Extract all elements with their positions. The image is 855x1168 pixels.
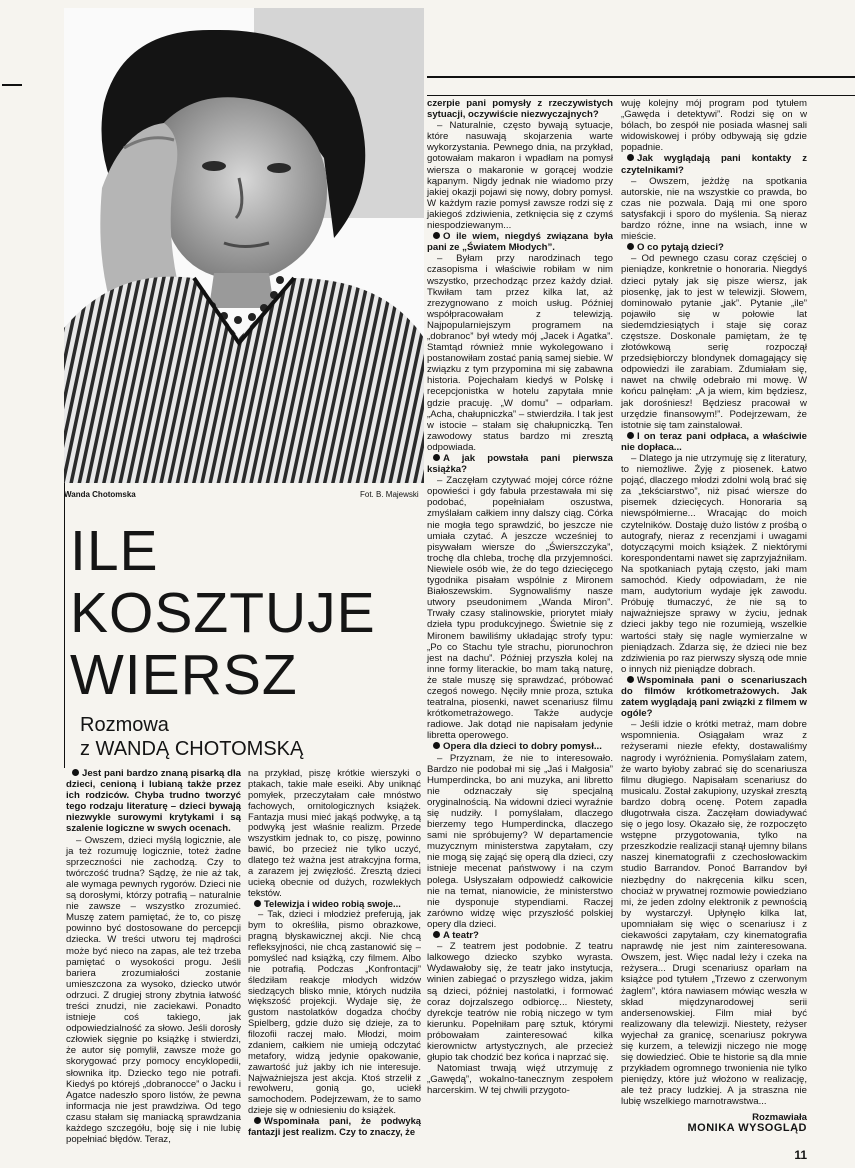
interviewer-name: MONIKA WYSOGLĄD bbox=[687, 1121, 807, 1134]
answer-text: – Byłam przy narodzinach tego czasopisma i właściwie robiłam w nim wszystko, przechodząc przez każdy dział. Tkwiłam tam przez kilka lat, aż zrezygnowano z moich usług. Później współpracowałam z telewizją. Najpopularniejszym programem na „dobranoc” był wtedy mój „Jacek i Agatka”. Stamtąd również mnie wykolegowano i postanowiłam zostać panią samej siebie. W związku z tym przypomina mi się zabawna historia. Pojechałam kiedyś w Polskę i recepcjonistka w hotelu zapytała mnie gdzie pracuję. „W domu” – odparłam. „Acha, chałupniczka” – stwierdziła. I tak jest w istocie – stałam się chałupniczką. Ten zawodowy status bardzo mi zresztą odpowiada. bbox=[427, 253, 613, 453]
question-text: Jest pani bardzo znaną pisarką dla dzieci, cenioną i lubianą także przez ich rodziców. Chyba trudno tworzyć tego rodzaju literaturę – dzieci bywają niezwykle surowymi krytykami i są szalenie logiczne w swych ocenach. bbox=[66, 768, 241, 835]
question-text: A jak powstała pani pierwsza książka? bbox=[427, 453, 613, 476]
author-portrait-image bbox=[64, 8, 424, 483]
photo-caption: Wanda Chotomska bbox=[64, 490, 136, 499]
answer-text: – Od pewnego czasu coraz częściej o pieniądze, konkretnie o honoraria. Niegdyś dzieci pytały jak się pisze wiersz, jak piosenkę, jak to jest w telewizji. Słowem, dominowało pytanie „jak”. Pytanie „ile” pojawiło się w połowie lat siedemdziesiątych i staje się coraz częstsze. Doskonale pamiętam, że tę złotówkową serię rozpoczął przedsiębiorczy blondynek domagający się odpowiedzi ile zarabiam. Zdumiałam się, nawet na chwilę odebrało mi mowę. W końcu palnęłam: „A ja wiem, kim będziesz, jak dorośniesz! Będziesz pracował w urzędzie finansowym!”. Podejrzewam, że istotnie się tam zainstalował. bbox=[621, 253, 807, 431]
bullet-icon bbox=[433, 232, 440, 239]
text-column-1 bbox=[66, 768, 241, 1145]
question-text: Wspominała pani o scenariuszach do filmów krótkometrażowych. Jak zatem wyglądają pani związki z filmem w ogóle? bbox=[621, 674, 807, 720]
answer-text: – Dlatego ja nie utrzymuję się z literatury, to niemożliwe. Żyję z piosenek. Łatwo pojąć, dlaczego młodzi zdolni wolą brać się za „tekściarstwo”, niż pisać wiersze do pisemek dziecięcych. Honoraria są niewspółmierne... Wracając do moich czytelników. Dostaję dużo listów z prośbą o autografy, nieraz z recenzjami i uwagami dotyczącymi moich książek. Z niektórymi korespondentami nawet się zaprzyjaźniłam. Na spotkaniach pytają często, jaki mam samochód. Kiedy odpowiadam, że nie mam, audytorium wydaje jęk zawodu. Próbuję tłumaczyć, że nie są to najważniejsze sprawy w życiu, jednak dzieci jakby tego nie rozumieją, wszelkie wartości stały się nagle wymierzalne w pieniądzach. Zdarza się, że dzieci nie bez zdziwienia po raz pierwszy słyszą ode mnie o innych niż pieniądze dobrach. bbox=[621, 453, 807, 675]
answer-text: – Z teatrem jest podobnie. Z teatru lalkowego dziecko szybko wyrasta. Wydawałoby się, że teatr jako instytucja, winien zabiegać o przyszłego widza, jakim są dzieci, później nastolatki, i formować coraz dojrzalszego odbiorcę... Niestety, dyrekcje teatrów nie robią niczego w tym kierunku. Popełniłam parę sztuk, którymi próbowałam zainteresować kilka kierownictw artystycznych, ale przecież głupio tak chodzić bez końca i naprzać się. bbox=[427, 941, 613, 1064]
bullet-icon bbox=[627, 154, 634, 161]
bullet-icon bbox=[433, 931, 440, 938]
page-number: 11 bbox=[794, 1148, 807, 1162]
bullet-icon bbox=[627, 676, 634, 683]
title-line-3: WIERSZ bbox=[70, 643, 298, 707]
answer-text: – Owszem, jeżdżę na spotkania autorskie, nie na wszystkie co prawda, bo czas nie pozwala. Dają mi one sporo satysfakcji i sporo do myślenia. Są nieraz bardzo różne, inne na wsiach, inne w mieście. bbox=[621, 175, 807, 243]
bullet-icon bbox=[627, 432, 634, 439]
answer-text: na przykład, piszę krótkie wierszyki o ptakach, takie małe eseiki. Aby uniknąć pomyłek, przeczytałam całe mnóstwo fachowych, ornitologicznych książek. Fantazja musi mieć jakąś podwykę, a tą podwyką jest właśnie realizm. Przede wszystkim jednak to, co piszę, powinno bawić, bo przecież nie tylko uczyć, dlatego też ważna jest atrakcyjna forma, a zarazem jej zwięzłość. Zresztą dzieci ucieką obecnie od dużych, rozwlekłych tekstów. bbox=[248, 767, 421, 898]
text-column-2 bbox=[248, 768, 421, 1138]
question-text: Wspominała pani, że podwyką fantazji jest realizm. Czy to znaczy, że bbox=[248, 1115, 421, 1137]
article-title bbox=[70, 520, 430, 706]
bullet-icon bbox=[72, 769, 79, 776]
bullet-icon bbox=[433, 742, 440, 749]
answer-text: – Jeśli idzie o krótki metraż, mam dobre wspomnienia. Osiągałam wraz z reżyserami niezłe efekty, dostawaliśmy nagrody i wyróżnienia. Pomyślałam zatem, że warto byłoby zabrać się do scenariusza filmu długiego. Napisałam scenariusz do musicalu. Został zakupiony, uzyskał zresztą bardzo dobrą ocenę. Potem zapadła długotrwała cisza. Zaczęłam dowiadywać się o jego losy. Okazało się, że rozpoczęto wstępne przygotowania, tylko na przeszkodzie realizacji stanął ujemny bilans naszej kinematografii z czechosłowackim studio Barrandov. Ponoć Barrandov był niezbędny do nakręcenia kilku scen, chociaż w prywatnej rozmowie powiedziano mi, że jeden zdolny elektronik z pewnością by wystarczył. Upłynęło kilka lat, upomniałam się więc o scenariusz i z ciekawości zapytałam, czy kinematografia naprawdę nie jest nim zainteresowana. Owszem, jest. Więc nadal leży i czeka na reżysera... Drugi scenariusz oparłam na książce pod tytułem „Trzewo z czerwonym żaglem”, która nawiasem mówiąc weszła w skład międzynarodowej serii andersenowskiej. Film miał być realizowany dla telewizji. Niestety, reżyser wyjechał za granicę, scenariusz pokrywa się kurzem, a telewizji niczego nie mogę się dowiedzieć. Obie te historie są dla mnie przykładem ogromnego trwonienia nie tylko pieniędzy, które już włożono w realizację, ale też pracy ludzkiej. A ja straszna nie lubię wszelkiego marnotrawstwa... bbox=[621, 719, 807, 1108]
author-photo bbox=[64, 8, 424, 483]
answer-text: – Zaczęłam czytywać mojej córce różne opowieści i gdy fabuła przestawała mi się podobać, popełniałam oszustwa, zmyślałam całkiem inny dalszy ciąg. Córka nie mogła tego sprawdzić, bo jeszcze nie umiała czytać. A jeszcze wcześniej to pisywałam wiersze do „Świerszczyka”, trochę dla chleba, trochę dla przyjemności. Niewiele osób wie, że do tego dziecięcego tygodnika pisałam wspólnie z Mironem Białoszewskim. Sygnowaliśmy nasze utwory pseudonimem „Wanda Miron”. Trwały czasy stalinowskie, priorytet miały dzieła typu produkcyjnego. Świetnie się z Mironem bawiliśmy układając strofy typu: „Po co Stachu tyle strachu, piorunochron jest na dachu”. Później przyszła kolej na inne formy literackie, bo mam taką naturę, że stale muszę się sprawdzać, próbować czegoś nowego. Nęciły mnie proza, sztuka teatralna, piosenki, nawet scenariusz filmu krótkometrażowego. Także audycje radiowe. Jak dotąd nie napisałam jedynie libretta operowego. bbox=[427, 475, 613, 742]
text-column-3 bbox=[427, 98, 613, 1096]
answer-text: wuję kolejny mój program pod tytułem „Gawęda i detektywi”. Rodzi się on w bólach, bo zespół nie posiada własnej sali widowiskowej i próby odbywają się gdzie popadnie. bbox=[621, 98, 807, 154]
top-rule bbox=[427, 76, 855, 78]
question-text: I on teraz pani odpłaca, a właściwie nie dopłaca... bbox=[621, 430, 807, 453]
bullet-icon bbox=[254, 1117, 261, 1124]
question-text: czerpie pani pomysły z rzeczywistych sytuacji, oczywiście niezwyczajnych? bbox=[427, 98, 613, 121]
top-rule-right bbox=[427, 95, 855, 96]
answer-text: – Naturalnie, często bywają sytuacje, które nasuwają skojarzenia warte wykorzystania. Pewnego dnia, na przykład, gotowałam makaron i wpadłam na pomysł wiersza o makaronie w gorącej wodzie kąpanym. Nigdy jednak nie wiadomo przy jakiej okazji pojawi się nowy, dobry pomysł. W każdym razie pomysł zawsze rodzi się z jakiegoś zdziwienia, zetknięcia się z czymś niespodziewanym... bbox=[427, 120, 613, 232]
subtitle-line-2: z WANDĄ CHOTOMSKĄ bbox=[80, 738, 304, 760]
question-text: O ile wiem, niegdyś związana była pani ze „Światem Młodych”. bbox=[427, 231, 613, 254]
subtitle-line-1: Rozmowa bbox=[80, 714, 169, 736]
bullet-icon bbox=[433, 454, 440, 461]
text-column-4 bbox=[621, 98, 807, 1134]
article-subtitle bbox=[80, 713, 430, 761]
answer-text: – Przyznam, że nie to interesowało. Bardzo nie podobał mi się „Jaś i Małgosia” Humperdincka, bo ani muzyka, ani libretto nie odznaczały się specjalną oryginalnością. Na widowni dzieci wyraźnie się nudziły. I pomyślałam, dlaczego bierzemy tego Humperdincka, dlaczego sami nie spróbujemy? W departamencie muzycznym ministerstwa zapytałam, czy nie mogą się zająć się operą dla dzieci, czy istnieje mecenat państwowy i na czym polega. Usłyszałam odpowiedź całkowicie nie na temat, nianowicie, że ministerstwo nie dysponuje stypendiami. Raczej zarówno widzę więc przyszłość polskiej opery dla dzieci. bbox=[427, 752, 613, 930]
question-text: Jak wyglądają pani kontakty z czytelnikami? bbox=[621, 153, 807, 176]
question-text: Opera dla dzieci to dobry pomysł... bbox=[443, 741, 602, 753]
answer-text: Natomiast trwają więź utrzymuję z „Gawędą”, wokalno-tanecznym zespołem harcerskim. W tej chwili przygoto- bbox=[427, 1063, 613, 1097]
question-text: O co pytają dzieci? bbox=[637, 242, 724, 254]
interviewer-label: Rozmawiała bbox=[752, 1111, 807, 1123]
photo-credit: Fot. B. Majewski bbox=[360, 490, 419, 499]
question-text: A teatr? bbox=[443, 930, 479, 942]
answer-text: – Owszem, dzieci myślą logicznie, ale ja też rozumuję logicznie, toteż żadne sprzeczności nie zachodzą. Czy to twórczość trudna? Sądzę, że nie aż tak, ale wymaga pewnych rygorów. Dzieci nie są dorosłymi, którzy potrafią – naturalnie nie zawsze – wszystko zrozumieć. Muszę zatem pamiętać, że to, co piszę powinno być dostosowane do percepcji dziecka. W treści utworu tej mądrości może być nieco na zapas, ale też trzeba pamiętać o wysokości progu. Jeśli bariera zrozumiałości zostanie umieszczona za wysoko, dziecko utwór odrzuci. Z drugiej strony zbytnia łatwość treści znudzi, nie zaciekawi. Ponadto istnieje coś takiego, jak odpowiedzialność za słowo. Jeśli dorosły człowiek sięgnie po książkę i stwierdzi, że autor się pomylił, zawsze może go skorygować przy pomocy encyklopedii, słownika itp. Dziecko tego nie potrafi. Kiedyś po którejś „dobranocce” o Jacku i Agatce nadeszło sporo listów, że pewna informacja nie jest prawdziwa. Od tego czasu stałam się maniacką sprawdzania każdego szczegółu, boję się i nie lubię popełniać błędów. Teraz, bbox=[66, 834, 241, 1146]
title-line-1: ILE bbox=[70, 519, 159, 583]
title-line-2: KOSZTUJE bbox=[70, 581, 376, 645]
left-margin-mark bbox=[2, 84, 22, 86]
bullet-icon bbox=[254, 900, 261, 907]
question-text: Telewizja i wideo robią swoje... bbox=[264, 897, 401, 909]
bullet-icon bbox=[627, 243, 634, 250]
answer-text: – Tak, dzieci i młodzież preferują, jak bym to określiła, pismo obrazkowe, pragną błyskawicznej akcji. Nie chcą refleksyjności, nie chcą zastanowić się – pomyśleć nad książką, czy filmem. Albo nie potrafią. Podczas „Konfrontacji” śledziłam reakcje młodych widzów siedzących blisko mnie, których nudziła większość projekcji. Wydaje się, że gustom nastolatków dogadza choćby Spielberg, gdzie dużo się dzieje, za to filozofii raczej mało. Młodzi, moim zdaniem, całkiem nie umieją odczytać metafory, widzą jedynie opakowanie, zawartość już jakby ich nie interesuje. Najważniejsza jest akcja. Ktoś strzelił z rewolweru, gonią go, uciekł samochodem. Podejrzewam, że to samo dzieje się w odniesieniu do książek. bbox=[248, 908, 421, 1116]
